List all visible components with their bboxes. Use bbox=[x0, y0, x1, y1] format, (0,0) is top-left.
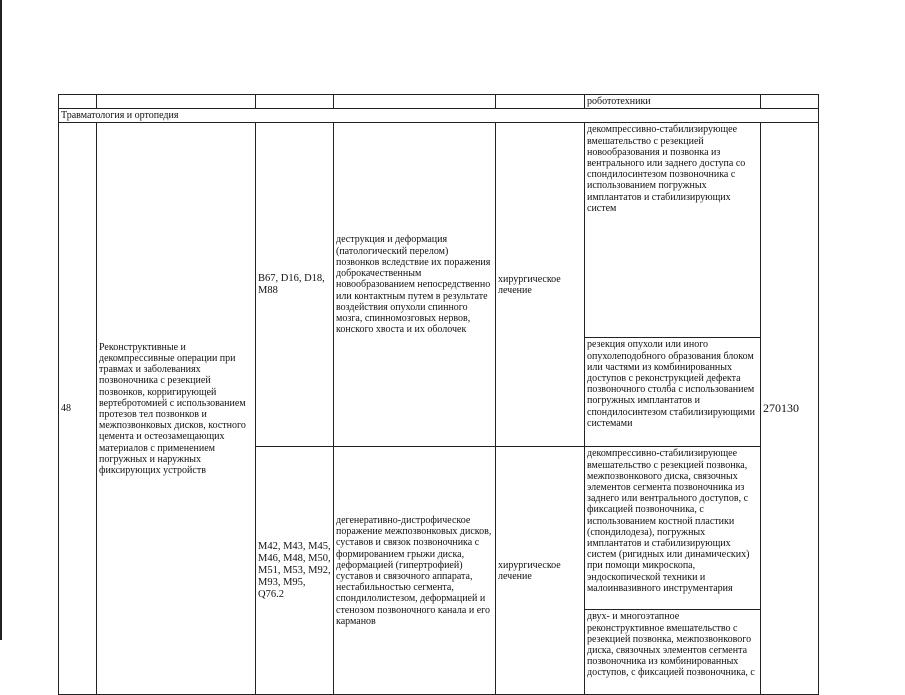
item-number: 48 bbox=[59, 123, 97, 695]
table-row-continuation bbox=[59, 95, 819, 109]
treatment-type: хирургическое лечение bbox=[496, 123, 585, 447]
document-page bbox=[58, 94, 819, 695]
cell-empty bbox=[59, 95, 97, 109]
cell-empty bbox=[97, 95, 256, 109]
diagnosis-codes: В67, D16, D18, M88 bbox=[256, 123, 334, 447]
section-heading: Травматология и ортопедия bbox=[59, 109, 819, 123]
table-row-section bbox=[59, 109, 819, 123]
treatment-method: двух- и многоэтапное реконструктивное вмешательство с резекцией позвонка, межпозвонкового диска, связочных элементов сегмента позвоночника из комбинированных доступов, с фиксацией позвоночника, с bbox=[585, 610, 761, 695]
diagnosis-codes: M42, M43, M45, M46, M48, M50, M51, M53, M92, M93, M95, Q76.2 bbox=[256, 447, 334, 695]
cost-norm: 270130 bbox=[761, 123, 819, 695]
cell-empty bbox=[761, 95, 819, 109]
item-name: Реконструктивные и декомпрессивные операции при травмах и заболеваниях позвоночника с резекцией позвонков, корригирующей вертебротомией с использованием протезов тел позвонков и межпозвонковых дисков, костного цемента и остеозамещающих материалов с применением погружных и наружных фиксирующих устройств bbox=[97, 123, 256, 695]
cell-top-method: робототехники bbox=[585, 95, 761, 109]
treatment-type: хирургическое лечение bbox=[496, 447, 585, 695]
page-left-edge-line bbox=[0, 0, 2, 640]
table-row bbox=[59, 123, 819, 338]
cell-empty bbox=[256, 95, 334, 109]
treatment-method: резекция опухоли или иного опухолеподобного образования блоком или частями из комбинированных доступов с реконструкцией дефекта позвоночного столба с использованием погружных имплантатов и спондилосинтезом стабилизирующими системами bbox=[585, 338, 761, 447]
patient-condition: деструкция и деформация (патологический перелом) позвонков вследствие их поражения доброкачественным новообразованием непосредственно или контактным путем в результате воздействия опухоли спинного мозга, спинномозговых нервов, конского хвоста и их оболочек bbox=[334, 123, 496, 447]
treatment-method: декомпрессивно-стабилизирующее вмешательство с резекцией позвонка, межпозвонкового диска, связочных элементов сегмента позвоночника из заднего или вентрального доступов, с фиксацией позвоночника, с использованием костной пластики (спондилодеза), погружных имплантатов и стабилизирующих систем (ригидных или динамических) при помощи микроскопа, эндоскопической техники и малоинвазивного инструментария bbox=[585, 447, 761, 610]
cell-empty bbox=[496, 95, 585, 109]
cell-empty bbox=[334, 95, 496, 109]
medical-care-table bbox=[58, 94, 819, 695]
patient-condition: дегенеративно-дистрофическое поражение межпозвонковых дисков, суставов и связок позвоночника с формированием грыжи диска, деформацией (гипертрофией) суставов и связочного аппарата, нестабильностью сегмента, спондилолистезом, деформацией и стенозом позвоночного канала и его карманов bbox=[334, 447, 496, 695]
treatment-method: декомпрессивно-стабилизирующее вмешательство с резекцией новообразования и позвонка из вентрального или заднего доступа со спондилосинтезом позвоночника с использованием погружных имплантатов и стабилизирующих систем bbox=[585, 123, 761, 338]
